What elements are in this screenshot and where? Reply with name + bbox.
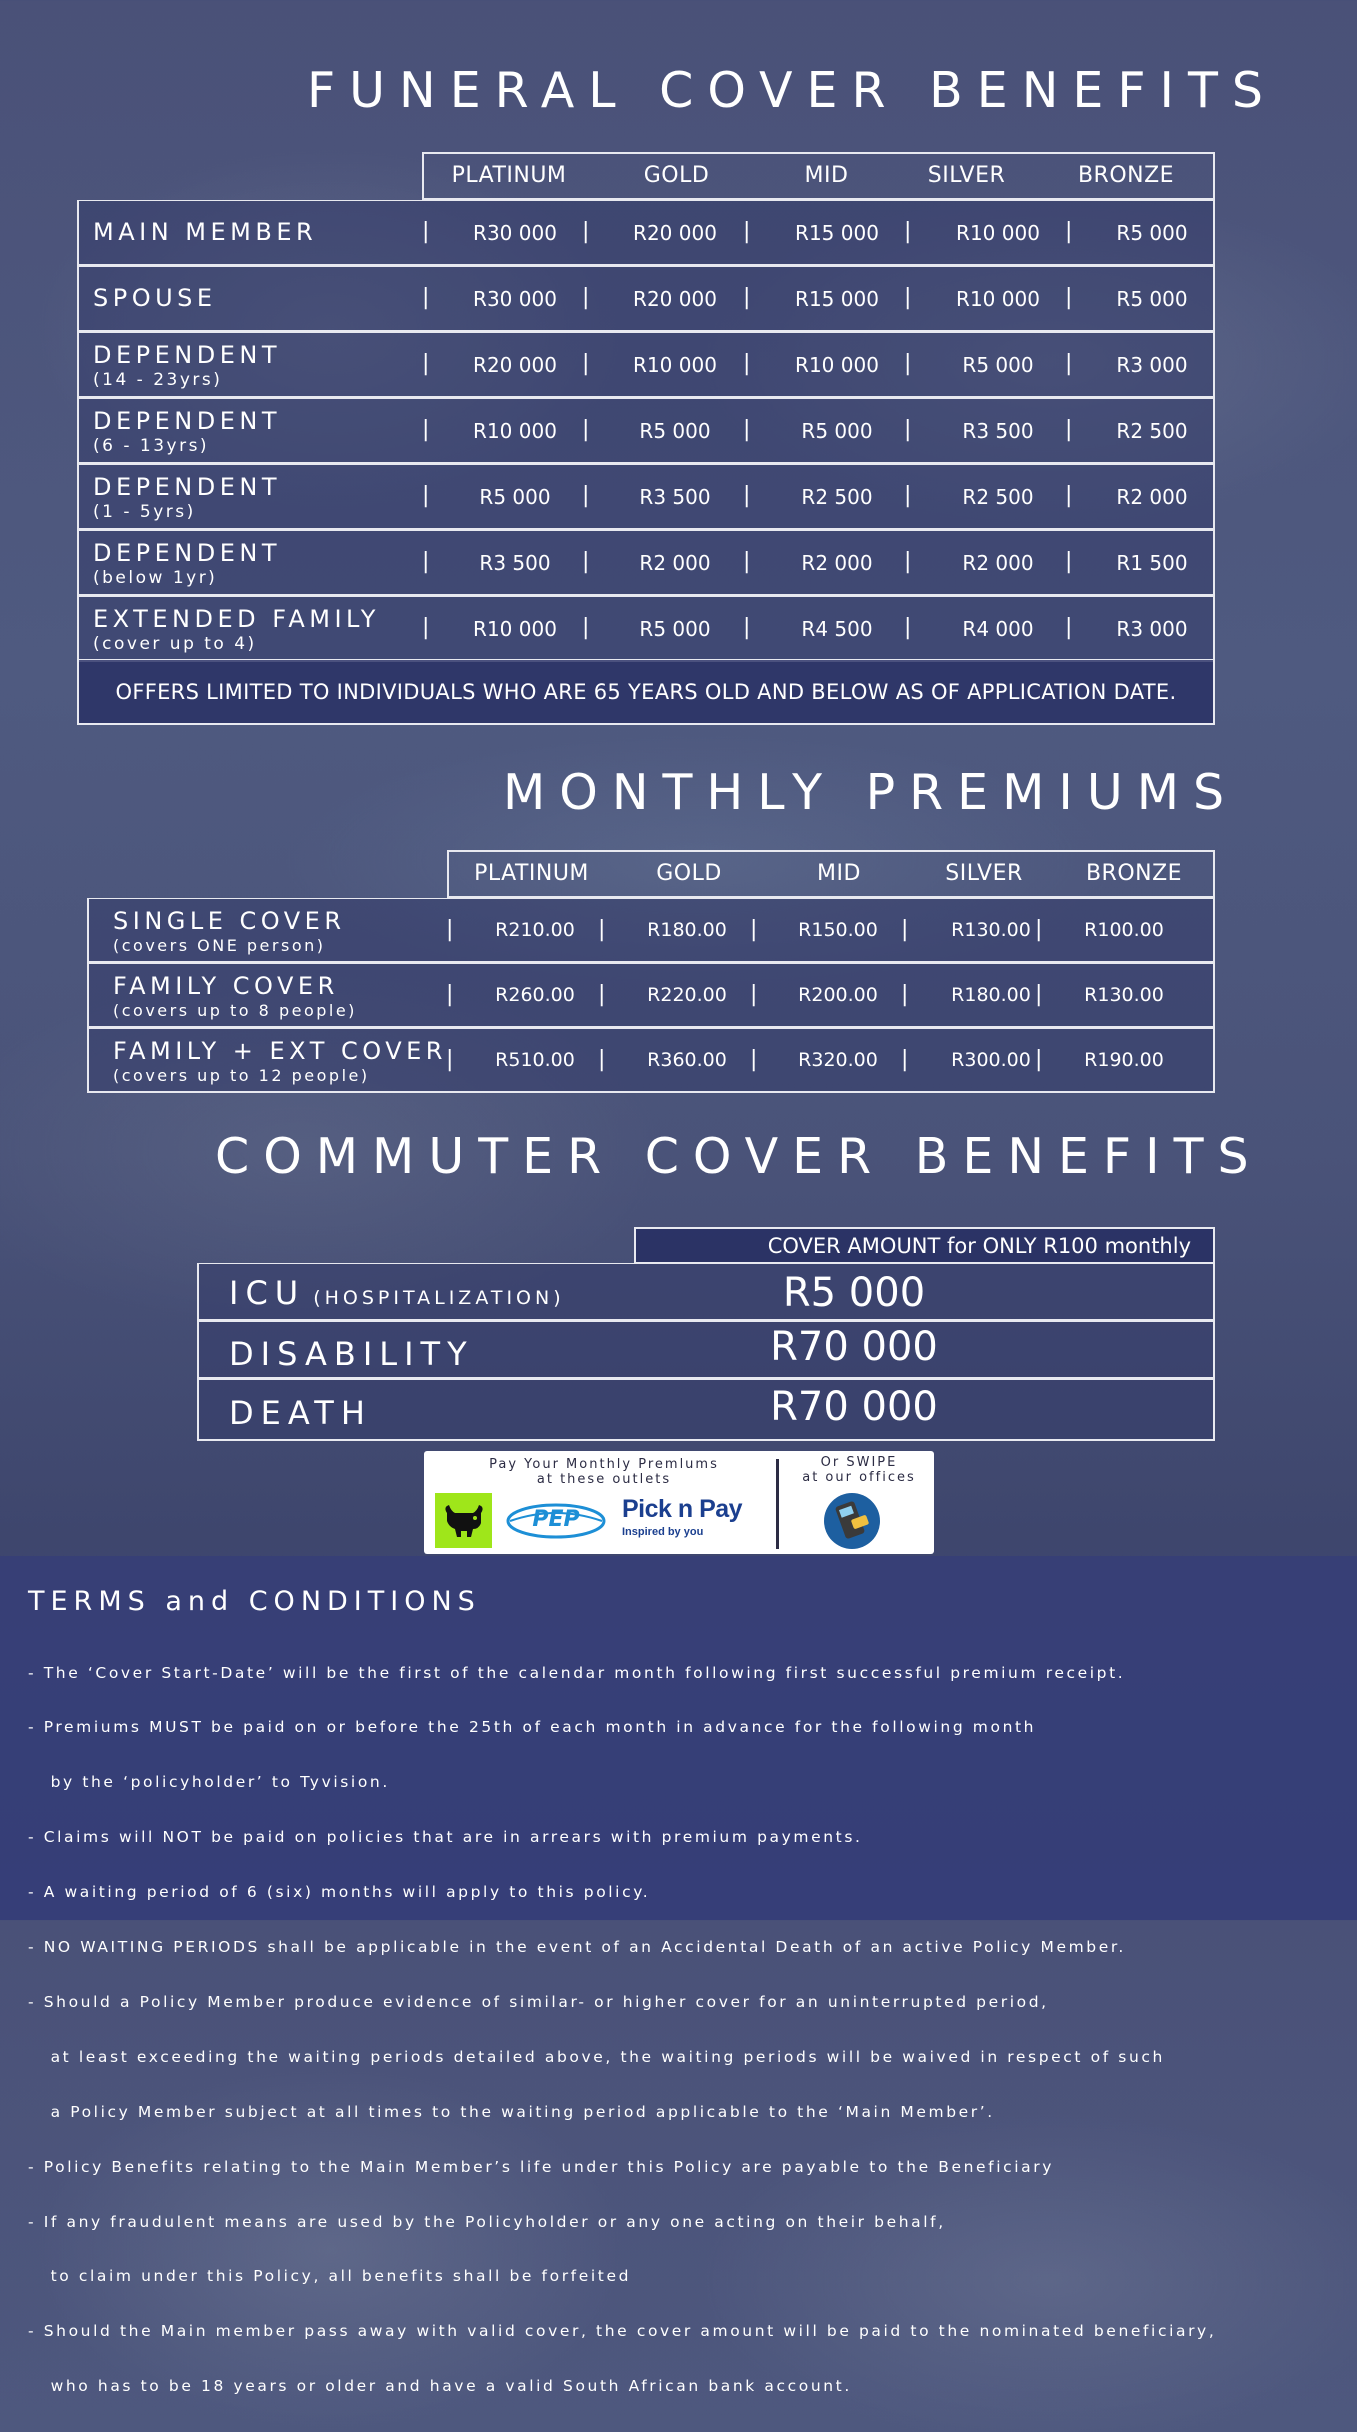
premium-row bbox=[87, 1028, 1215, 1093]
premium-cell-mid: R150.00 bbox=[798, 919, 878, 941]
column-separator: | bbox=[901, 917, 909, 942]
premiums-plan-mid: MID bbox=[817, 861, 861, 886]
premium-row-label: FAMILY + EXT COVER bbox=[113, 1037, 447, 1065]
funeral-row-label: DEPENDENT bbox=[93, 473, 281, 501]
terms-line: - NO WAITING PERIODS shall be applicable in the event of an Accidental Death of an active Policy Member. bbox=[28, 1938, 1126, 1957]
funeral-row bbox=[77, 398, 1215, 464]
funeral-row-label: SPOUSE bbox=[93, 284, 217, 312]
terms-line: - If any fraudulent means are used by the Policyholder or any one acting on their behalf, bbox=[28, 2212, 946, 2231]
terms-line: at least exceeding the waiting periods detailed above, the waiting periods will be waived in respect of such bbox=[28, 2047, 1165, 2066]
premium-cell-bronze: R130.00 bbox=[1084, 984, 1164, 1006]
column-separator: | bbox=[1065, 219, 1073, 244]
column-separator: | bbox=[901, 1047, 909, 1072]
premium-cell-gold: R360.00 bbox=[647, 1049, 727, 1071]
funeral-cell-mid: R2 500 bbox=[801, 485, 873, 509]
funeral-cell-gold: R20 000 bbox=[633, 287, 717, 311]
funeral-row bbox=[77, 200, 1215, 266]
funeral-plan-platinum: PLATINUM bbox=[451, 163, 567, 188]
picknpay-label: Pick n Pay bbox=[622, 1495, 743, 1523]
terms-line: a Policy Member subject at all times to the waiting period applicable to the ‘Main Member’. bbox=[28, 2102, 995, 2121]
funeral-row-label: EXTENDED FAMILY bbox=[93, 605, 380, 633]
column-separator: | bbox=[904, 549, 912, 574]
column-separator: | bbox=[743, 219, 751, 244]
column-separator: | bbox=[446, 1047, 454, 1072]
swipe-caption-line1: Or SWIPE bbox=[820, 1455, 898, 1470]
column-separator: | bbox=[422, 549, 430, 574]
commuter-amount-death: R70 000 bbox=[770, 1384, 938, 1430]
funeral-cell-gold: R5 000 bbox=[639, 617, 711, 641]
terms-line: - The ‘Cover Start-Date’ will be the first of the calendar month following first successful premium receipt. bbox=[28, 1663, 1126, 1682]
terms-line: - Should the Main member pass away with valid cover, the cover amount will be paid to the nominated beneficiary, bbox=[28, 2322, 1217, 2341]
column-separator: | bbox=[1065, 549, 1073, 574]
premiums-title: MONTHLY PREMIUMS bbox=[503, 764, 1239, 821]
funeral-cell-platinum: R20 000 bbox=[473, 353, 557, 377]
funeral-cell-mid: R5 000 bbox=[801, 419, 873, 443]
swipe-caption-line2: at our offices bbox=[802, 1470, 916, 1485]
funeral-cell-mid: R4 500 bbox=[801, 617, 873, 641]
funeral-cell-bronze: R5 000 bbox=[1116, 221, 1188, 245]
premium-cell-mid: R200.00 bbox=[798, 984, 878, 1006]
column-separator: | bbox=[446, 982, 454, 1007]
commuter-cover-header: COVER AMOUNT for ONLY R100 monthly bbox=[634, 1227, 1215, 1264]
funeral-plan-bronze: BRONZE bbox=[1077, 163, 1175, 188]
funeral-row bbox=[77, 530, 1215, 596]
commuter-row-icu bbox=[197, 1263, 1215, 1321]
premium-row bbox=[87, 898, 1215, 963]
funeral-row-sublabel: (cover up to 4) bbox=[93, 634, 257, 654]
terms-line: by the ‘policyholder’ to Tyvision. bbox=[28, 1773, 390, 1792]
pep-logo bbox=[506, 1501, 606, 1541]
terms-line: - Should a Policy Member produce evidence of similar- or higher cover for an uninterrupted period, bbox=[28, 1992, 1049, 2011]
funeral-cell-bronze: R3 000 bbox=[1116, 617, 1188, 641]
column-separator: | bbox=[743, 615, 751, 640]
commuter-label-disability: DISABILITY bbox=[229, 1335, 474, 1373]
funeral-cell-platinum: R30 000 bbox=[473, 221, 557, 245]
premiums-plan-silver: SILVER bbox=[945, 861, 1023, 886]
column-separator: | bbox=[598, 917, 606, 942]
funeral-cell-mid: R2 000 bbox=[801, 551, 873, 575]
column-separator: | bbox=[422, 351, 430, 376]
funeral-cell-mid: R10 000 bbox=[795, 353, 879, 377]
funeral-row-label: MAIN MEMBER bbox=[93, 218, 318, 246]
funeral-cell-mid: R15 000 bbox=[795, 221, 879, 245]
column-separator: | bbox=[422, 417, 430, 442]
column-separator: | bbox=[743, 549, 751, 574]
column-separator: | bbox=[582, 285, 590, 310]
pep-label: PEP bbox=[532, 1507, 580, 1532]
column-separator: | bbox=[904, 615, 912, 640]
funeral-cell-platinum: R5 000 bbox=[479, 485, 551, 509]
column-separator: | bbox=[904, 417, 912, 442]
column-separator: | bbox=[1065, 615, 1073, 640]
column-separator: | bbox=[743, 351, 751, 376]
column-separator: | bbox=[750, 917, 758, 942]
funeral-cell-bronze: R2 000 bbox=[1116, 485, 1188, 509]
commuter-row-death bbox=[197, 1379, 1215, 1441]
outlets-caption-line2: at these outlets bbox=[536, 1472, 672, 1487]
funeral-cell-mid: R15 000 bbox=[795, 287, 879, 311]
column-separator: | bbox=[582, 483, 590, 508]
funeral-cell-platinum: R30 000 bbox=[473, 287, 557, 311]
column-separator: | bbox=[904, 285, 912, 310]
funeral-cell-silver: R2 500 bbox=[962, 485, 1034, 509]
terms-line: - A waiting period of 6 (six) months will apply to this policy. bbox=[28, 1883, 651, 1902]
card-machine-icon bbox=[822, 1491, 882, 1551]
column-separator: | bbox=[904, 483, 912, 508]
outlets-divider bbox=[776, 1459, 779, 1549]
premiums-plan-header bbox=[447, 850, 1215, 898]
column-separator: | bbox=[1065, 417, 1073, 442]
funeral-cell-gold: R2 000 bbox=[639, 551, 711, 575]
premiums-plan-gold: GOLD bbox=[656, 861, 722, 886]
commuter-row-disability bbox=[197, 1321, 1215, 1379]
terms-list bbox=[28, 1627, 1216, 2432]
column-separator: | bbox=[743, 483, 751, 508]
funeral-row bbox=[77, 332, 1215, 398]
funeral-row-sublabel: (below 1yr) bbox=[93, 568, 218, 588]
funeral-row bbox=[77, 266, 1215, 332]
terms-line: - Claims will NOT be paid on policies that are in arrears with premium payments. bbox=[28, 1828, 863, 1847]
column-separator: | bbox=[743, 285, 751, 310]
premium-cell-silver: R300.00 bbox=[951, 1049, 1031, 1071]
column-separator: | bbox=[582, 219, 590, 244]
column-separator: | bbox=[598, 982, 606, 1007]
funeral-cell-bronze: R3 000 bbox=[1116, 353, 1188, 377]
bull-icon bbox=[435, 1493, 492, 1548]
column-separator: | bbox=[1065, 483, 1073, 508]
funeral-cell-gold: R5 000 bbox=[639, 419, 711, 443]
funeral-cell-silver: R2 000 bbox=[962, 551, 1034, 575]
premium-cell-bronze: R190.00 bbox=[1084, 1049, 1164, 1071]
funeral-plan-header bbox=[422, 152, 1215, 200]
funeral-cell-platinum: R3 500 bbox=[479, 551, 551, 575]
column-separator: | bbox=[1035, 982, 1043, 1007]
premiums-plan-bronze: BRONZE bbox=[1085, 861, 1183, 886]
premium-cell-platinum: R510.00 bbox=[495, 1049, 575, 1071]
funeral-cell-bronze: R5 000 bbox=[1116, 287, 1188, 311]
column-separator: | bbox=[422, 483, 430, 508]
premium-cell-silver: R130.00 bbox=[951, 919, 1031, 941]
commuter-label-icu: ICU bbox=[229, 1274, 306, 1312]
terms-line: - Policy Benefits relating to the Main Member’s life under this Policy are payable to the Beneficiary bbox=[28, 2157, 1055, 2176]
commuter-title: COMMUTER COVER BENEFITS bbox=[215, 1128, 1263, 1185]
terms-line: to claim under this Policy, all benefits shall be forfeited bbox=[28, 2267, 632, 2286]
column-separator: | bbox=[1035, 1047, 1043, 1072]
premium-row-sublabel: (covers up to 12 people) bbox=[113, 1066, 370, 1085]
commuter-sub-icu: (HOSPITALIZATION) bbox=[313, 1287, 565, 1309]
premium-cell-mid: R320.00 bbox=[798, 1049, 878, 1071]
bull-logo bbox=[435, 1493, 492, 1548]
column-separator: | bbox=[1065, 351, 1073, 376]
funeral-row-sublabel: (6 - 13yrs) bbox=[93, 436, 210, 456]
column-separator: | bbox=[422, 219, 430, 244]
column-separator: | bbox=[750, 982, 758, 1007]
funeral-title: FUNERAL COVER BENEFITS bbox=[307, 62, 1278, 119]
column-separator: | bbox=[1035, 917, 1043, 942]
funeral-cell-bronze: R1 500 bbox=[1116, 551, 1188, 575]
premiums-plan-platinum: PLATINUM bbox=[474, 861, 589, 886]
funeral-cell-silver: R5 000 bbox=[962, 353, 1034, 377]
premium-cell-silver: R180.00 bbox=[951, 984, 1031, 1006]
funeral-row bbox=[77, 464, 1215, 530]
premium-cell-platinum: R260.00 bbox=[495, 984, 575, 1006]
funeral-cell-bronze: R2 500 bbox=[1116, 419, 1188, 443]
age-limit-note: OFFERS LIMITED TO INDIVIDUALS WHO ARE 65 YEARS OLD AND BELOW AS OF APPLICATION DATE. bbox=[77, 659, 1215, 725]
funeral-cell-gold: R10 000 bbox=[633, 353, 717, 377]
premium-cell-gold: R180.00 bbox=[647, 919, 727, 941]
terms-line: who has to be 18 years or older and have a valid South African bank account. bbox=[28, 2377, 852, 2396]
funeral-plan-silver: SILVER bbox=[927, 163, 1006, 188]
column-separator: | bbox=[422, 285, 430, 310]
payment-outlets-panel bbox=[424, 1451, 934, 1554]
commuter-label-death: DEATH bbox=[229, 1394, 372, 1432]
column-separator: | bbox=[582, 615, 590, 640]
outlets-caption-line1: Pay Your Monthly Premlums bbox=[489, 1457, 719, 1472]
column-separator: | bbox=[1065, 285, 1073, 310]
terms-line: - Premiums MUST be paid on or before the 25th of each month in advance for the following month bbox=[28, 1718, 1037, 1737]
card-swipe-logo bbox=[822, 1491, 882, 1551]
column-separator: | bbox=[904, 219, 912, 244]
funeral-cell-silver: R3 500 bbox=[962, 419, 1034, 443]
premium-row-sublabel: (covers ONE person) bbox=[113, 936, 326, 955]
funeral-plan-gold: GOLD bbox=[643, 163, 710, 188]
picknpay-logo bbox=[622, 1495, 762, 1549]
premium-row-label: FAMILY COVER bbox=[113, 972, 339, 1000]
column-separator: | bbox=[422, 615, 430, 640]
funeral-cell-gold: R3 500 bbox=[639, 485, 711, 509]
column-separator: | bbox=[446, 917, 454, 942]
funeral-cell-silver: R10 000 bbox=[956, 287, 1040, 311]
column-separator: | bbox=[598, 1047, 606, 1072]
funeral-cell-gold: R20 000 bbox=[633, 221, 717, 245]
premium-row-label: SINGLE COVER bbox=[113, 907, 346, 935]
column-separator: | bbox=[582, 549, 590, 574]
funeral-cell-silver: R4 000 bbox=[962, 617, 1034, 641]
funeral-cell-platinum: R10 000 bbox=[473, 617, 557, 641]
funeral-row bbox=[77, 596, 1215, 662]
picknpay-tagline: Inspired by you bbox=[622, 1526, 704, 1538]
funeral-row-sublabel: (1 - 5yrs) bbox=[93, 502, 196, 522]
premium-cell-platinum: R210.00 bbox=[495, 919, 575, 941]
premium-row-sublabel: (covers up to 8 people) bbox=[113, 1001, 357, 1020]
premium-cell-gold: R220.00 bbox=[647, 984, 727, 1006]
funeral-row-label: DEPENDENT bbox=[93, 407, 281, 435]
funeral-row-sublabel: (14 - 23yrs) bbox=[93, 370, 223, 390]
funeral-plan-mid: MID bbox=[804, 163, 849, 188]
premium-row bbox=[87, 963, 1215, 1028]
column-separator: | bbox=[901, 982, 909, 1007]
column-separator: | bbox=[750, 1047, 758, 1072]
funeral-row-label: DEPENDENT bbox=[93, 341, 281, 369]
commuter-amount-icu: R5 000 bbox=[782, 1270, 926, 1316]
terms-title: TERMS and CONDITIONS bbox=[28, 1586, 481, 1617]
premium-cell-bronze: R100.00 bbox=[1084, 919, 1164, 941]
funeral-cell-platinum: R10 000 bbox=[473, 419, 557, 443]
column-separator: | bbox=[904, 351, 912, 376]
funeral-row-label: DEPENDENT bbox=[93, 539, 281, 567]
commuter-amount-disability: R70 000 bbox=[770, 1324, 938, 1370]
column-separator: | bbox=[743, 417, 751, 442]
funeral-cell-silver: R10 000 bbox=[956, 221, 1040, 245]
column-separator: | bbox=[582, 351, 590, 376]
column-separator: | bbox=[582, 417, 590, 442]
